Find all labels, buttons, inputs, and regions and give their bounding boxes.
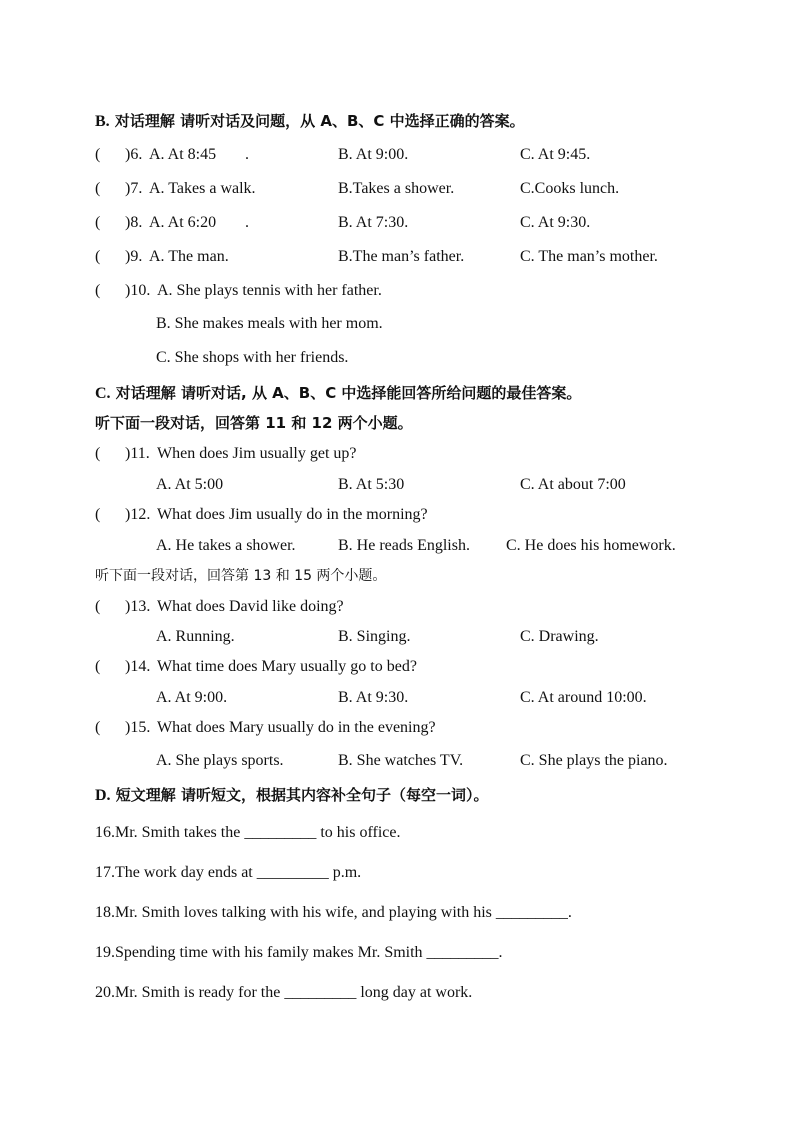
answer-paren[interactable]: ( [95, 214, 101, 231]
option-a: A. He takes a shower. [156, 537, 296, 554]
answer-paren[interactable]: ( [95, 719, 101, 736]
option-a: A. At 8:45 [149, 146, 217, 163]
question-number: )13. [125, 598, 151, 615]
section-d-title: 短文理解 请听短文，根据其内容补全句子（每空一词）。 [115, 786, 489, 804]
question-13-options [156, 627, 716, 647]
option-a: A. At 9:00. [156, 689, 228, 706]
question-13 [95, 597, 715, 617]
answer-paren[interactable]: ( [95, 658, 101, 675]
option-c: C.Cooks lunch. [520, 180, 620, 197]
section-b-heading [95, 111, 525, 132]
answer-blank[interactable]: _________ [256, 864, 329, 881]
question-12 [95, 505, 715, 525]
answer-blank[interactable]: _________ [495, 904, 568, 921]
question-number: )8. [125, 214, 143, 231]
question-15-options [156, 751, 716, 771]
question-14 [95, 657, 715, 677]
option-b: B. At 7:30. [338, 214, 409, 231]
answer-paren[interactable]: ( [95, 248, 101, 265]
fill-in-text: 16.Mr. Smith takes the [95, 824, 245, 841]
option-a: A. The man. [149, 248, 229, 265]
section-c-intro-2: 听下面一段对话，回答第 13 和 15 两个小题。 [95, 568, 387, 584]
option-b: B. She watches TV. [338, 752, 464, 769]
question-11-options [156, 475, 716, 495]
option-b: B.The man’s father. [338, 248, 465, 265]
question-11 [95, 444, 715, 464]
question-14-options [156, 688, 716, 708]
answer-paren[interactable]: ( [95, 445, 101, 462]
question-15 [95, 718, 715, 738]
fill-in-text: . [498, 944, 503, 961]
question-number: )9. [125, 248, 143, 265]
fill-in-text: long day at work. [356, 984, 473, 1001]
section-b-letter: B. [95, 113, 110, 130]
question-text: When does Jim usually get up? [157, 445, 357, 462]
option-a: A. At 6:20 [149, 214, 217, 231]
answer-paren[interactable]: ( [95, 146, 101, 163]
option-c: C. The man’s mother. [520, 248, 658, 265]
question-text: What does David like doing? [157, 598, 344, 615]
option-c: C. At around 10:00. [520, 689, 647, 706]
option-a: A. She plays sports. [156, 752, 284, 769]
question-6 [95, 145, 715, 165]
section-c-heading [95, 383, 581, 404]
question-number: )11. [125, 445, 150, 462]
answer-blank[interactable]: _________ [284, 984, 357, 1001]
fill-in-20 [95, 983, 472, 1003]
fill-in-text: p.m. [328, 864, 362, 881]
fill-in-text: 17.The work day ends at [95, 864, 257, 881]
option-b: B. He reads English. [338, 537, 470, 554]
fill-in-text: . [567, 904, 572, 921]
fill-in-text: 19.Spending time with his family makes Mr. Smith [95, 944, 427, 961]
question-text: What time does Mary usually go to bed? [157, 658, 417, 675]
option-a: A. She plays tennis with her father. [157, 282, 382, 299]
option-a-dot: . [245, 146, 249, 163]
question-number: )14. [125, 658, 151, 675]
fill-in-19 [95, 943, 503, 963]
fill-in-text: to his office. [316, 824, 401, 841]
question-number: )6. [125, 146, 143, 163]
section-d-letter: D. [95, 787, 111, 804]
answer-paren[interactable]: ( [95, 506, 101, 523]
fill-in-18 [95, 903, 572, 923]
option-a: A. Running. [156, 628, 235, 645]
option-b: B.Takes a shower. [338, 180, 455, 197]
answer-paren[interactable]: ( [95, 180, 101, 197]
answer-blank[interactable]: _________ [426, 944, 499, 961]
option-c: C. At about 7:00 [520, 476, 626, 493]
option-c: C. Drawing. [520, 628, 599, 645]
option-b: B. At 5:30 [338, 476, 405, 493]
answer-paren[interactable]: ( [95, 598, 101, 615]
fill-in-text: 18.Mr. Smith loves talking with his wife, and playing with his [95, 904, 496, 921]
question-12-options [156, 536, 716, 556]
question-7 [95, 179, 715, 199]
option-a-dot: . [245, 214, 249, 231]
option-b: B. Singing. [338, 628, 411, 645]
section-c-title: 对话理解 请听对话, 从 A、B、C 中选择能回答所给问题的最佳答案。 [115, 384, 582, 402]
option-c: C. At 9:45. [520, 146, 591, 163]
fill-in-16 [95, 823, 400, 843]
option-a: A. Takes a walk. [149, 180, 256, 197]
option-a: A. At 5:00 [156, 476, 224, 493]
question-10-option-b: B. She makes meals with her mom. [156, 315, 383, 332]
option-c: C. She plays the piano. [520, 752, 668, 769]
question-10-option-c: C. She shops with her friends. [156, 349, 349, 366]
question-number: )10. [125, 282, 151, 299]
answer-blank[interactable]: _________ [244, 824, 317, 841]
section-c-intro-1: 听下面一段对话，回答第 11 和 12 两个小题。 [95, 414, 413, 432]
option-c: C. He does his homework. [506, 537, 676, 554]
section-b-title: 对话理解 请听对话及问题，从 A、B、C 中选择正确的答案。 [114, 112, 525, 130]
question-number: )7. [125, 180, 143, 197]
question-number: )12. [125, 506, 151, 523]
question-8 [95, 213, 715, 233]
question-text: What does Jim usually do in the morning? [157, 506, 428, 523]
fill-in-17 [95, 863, 361, 883]
question-10 [95, 281, 715, 301]
option-b: B. At 9:00. [338, 146, 409, 163]
fill-in-text: 20.Mr. Smith is ready for the [95, 984, 285, 1001]
question-text: What does Mary usually do in the evening? [157, 719, 436, 736]
answer-paren[interactable]: ( [95, 282, 101, 299]
option-c: C. At 9:30. [520, 214, 591, 231]
question-number: )15. [125, 719, 151, 736]
section-c-letter: C. [95, 385, 111, 402]
option-b: B. At 9:30. [338, 689, 409, 706]
question-9 [95, 247, 715, 267]
section-d-heading [95, 785, 489, 806]
